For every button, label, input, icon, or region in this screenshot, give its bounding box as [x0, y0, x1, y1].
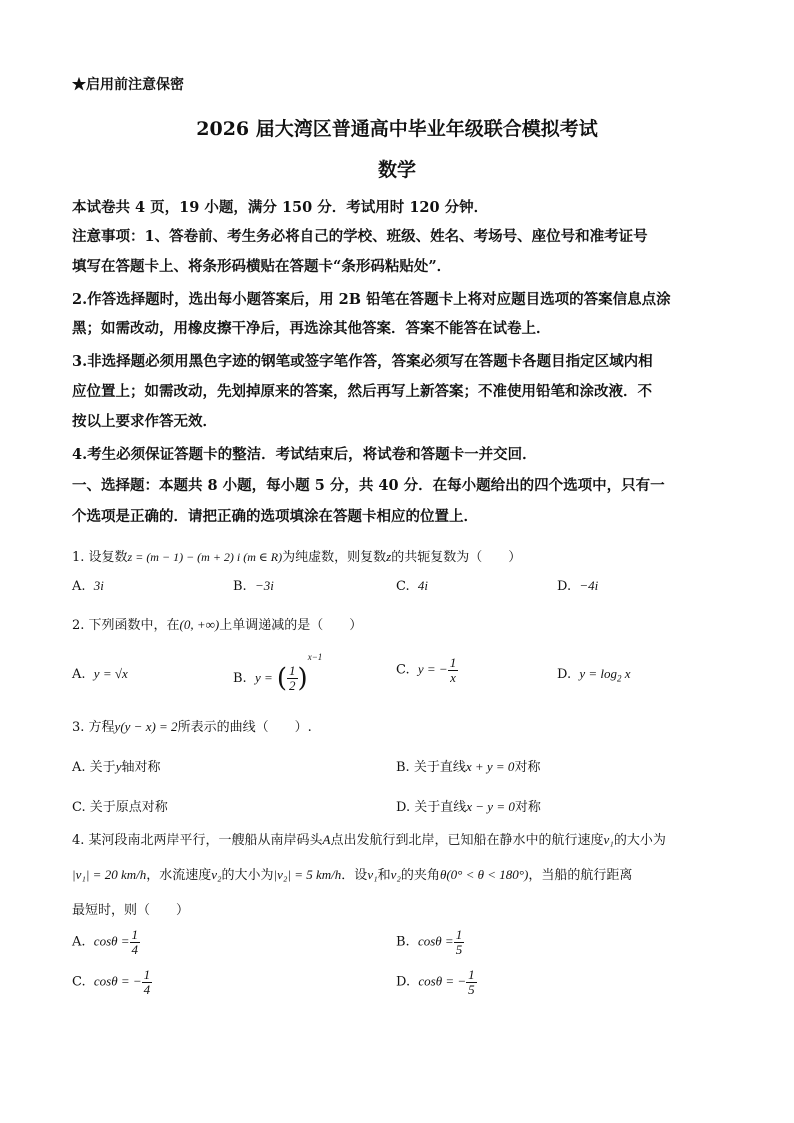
- q1-option-d: D. −4i: [557, 578, 599, 594]
- q3-option-c: C. 关于原点对称: [72, 800, 168, 815]
- q1-option-b: B. −3i: [233, 578, 274, 594]
- q4-option-c: C. cosθ = − $\frac{1}{4}$: [72, 967, 151, 997]
- q1-option-c: C. 4i: [396, 578, 429, 594]
- q3-option-b: B. 关于直线x + y = 0对称: [396, 759, 541, 775]
- question-4-line-1: 4. 某河段南北两岸平行，一艘船从南岸码头A点出发航行到北岸，已知船在静水中的航行速度v₁的大小为: [72, 832, 666, 848]
- instruction-line: 黑；如需改动，用橡皮擦干净后，再选涂其他答案．答案不能答在试卷上．: [72, 320, 551, 337]
- q2-option-c: C. y = − $\frac{1}{x}$: [396, 655, 457, 685]
- confidential-label: ★启用前注意保密: [72, 77, 184, 93]
- question-3: 3. 方程y(y − x) = 2所表示的曲线（ ）.: [72, 719, 312, 735]
- question-4-line-3: 最短时，则（ ）: [72, 903, 190, 918]
- exam-title: 2026 届大湾区普通高中毕业年级联合模拟考试: [196, 118, 598, 140]
- section-heading: 一、选择题：本题共 8 小题，每小题 5 分，共 40 分．在每小题给出的四个选项中，只有一: [72, 477, 665, 494]
- instruction-line: 按以上要求作答无效．: [72, 413, 217, 430]
- q3-equation: y(y − x) = 2: [114, 719, 178, 734]
- question-2: 2. 下列函数中，在(0, +∞)上单调递减的是（ ）: [72, 617, 363, 633]
- instruction-line: 填写在答题卡上、将条形码横贴在答题卡“条形码粘贴处”．: [72, 258, 452, 275]
- q4-option-d: D. cosθ = − $\frac{1}{5}$: [396, 967, 475, 997]
- instruction-line: 4.考生必须保证答题卡的整洁．考试结束后，将试卷和答题卡一并交回．: [72, 446, 537, 463]
- q4-option-a: A. cosθ = $\frac{1}{4}$: [72, 927, 139, 957]
- q3-option-d: D. 关于直线x − y = 0对称: [396, 799, 541, 815]
- instruction-line: 2.作答选择题时，选出每小题答案后，用 2B 铅笔在答题卡上将对应题目选项的答案信息点涂: [72, 291, 671, 308]
- section-heading: 个选项是正确的．请把正确的选项填涂在答题卡相应的位置上．: [72, 508, 478, 525]
- question-1: 1. 设复数z = (m − 1) − (m + 2) i (m ∈ R)为纯虚数，则复数z的共轭复数为（ ）: [72, 549, 522, 565]
- subject-title: 数学: [377, 159, 416, 181]
- question-4-line-2: |v₁| = 20 km/h，水流速度v₂的大小为|v₂| = 5 km/h．设v₁和v₂的夹角θ(0° < θ < 180°)，当船的航行距离: [72, 867, 633, 883]
- q4-option-b: B. cosθ = $\frac{1}{5}$: [396, 927, 463, 957]
- q3-option-a: A. 关于y轴对称: [72, 759, 161, 775]
- q2-option-b: B. y = ( $\frac{1}{2}$ )$^{x-1}$: [233, 652, 323, 694]
- instruction-line: 注意事项：1、答卷前、考生务必将自己的学校、班级、姓名、考场号、座位号和准考证号: [72, 228, 648, 245]
- instruction-line: 应位置上；如需改动，先划掉原来的答案，然后再写上新答案；不准使用铅笔和涂改液．不: [72, 383, 652, 400]
- q2-option-d: D. $y = \log_2 x$: [557, 666, 631, 684]
- instruction-line: 3.非选择题必须用黑色字迹的钢笔或签字笔作答，答案必须写在答题卡各题目指定区域内相: [72, 353, 653, 370]
- q2-interval: (0, +∞): [179, 617, 220, 632]
- q1-expression: z = (m − 1) − (m + 2) i (m ∈ R): [127, 550, 283, 564]
- instruction-line: 本试卷共 4 页，19 小题，满分 150 分．考试用时 120 分钟．: [72, 199, 489, 216]
- q1-option-a: A. 3i: [72, 578, 104, 594]
- q2-option-a: A. y = √x: [72, 666, 128, 682]
